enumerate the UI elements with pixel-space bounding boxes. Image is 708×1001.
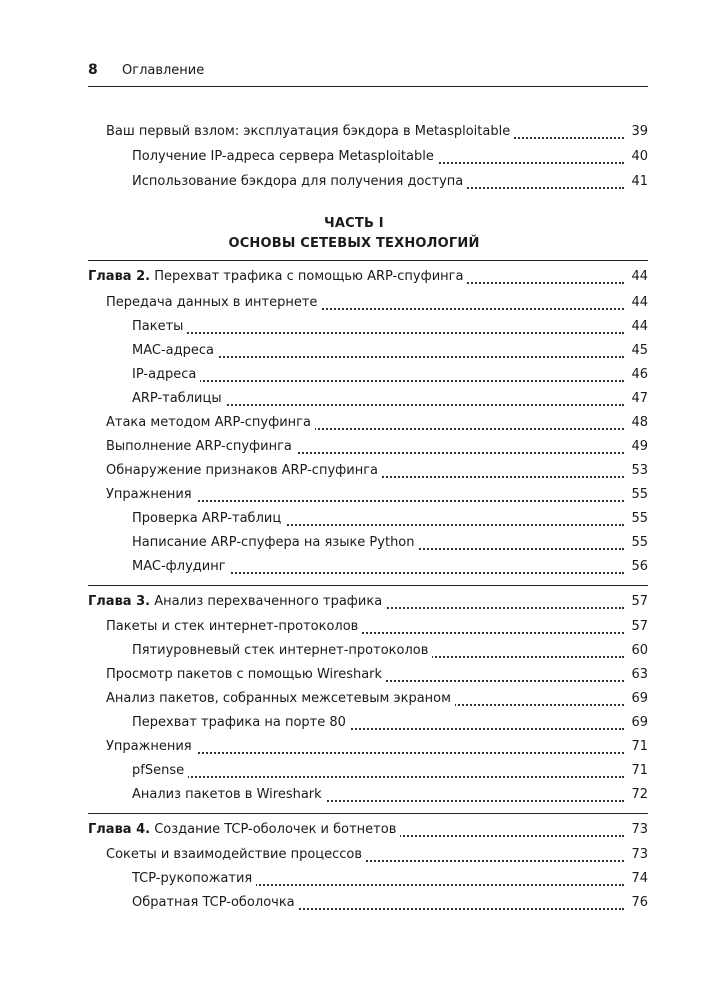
toc-entry-title: Перехват трафика с помощью ARP-спуфинга [154, 269, 464, 284]
toc-entry-title: Обратная TCP-оболочка [132, 895, 299, 910]
toc-entry-title: Перехват трафика на порте 80 [132, 715, 350, 730]
toc-entry-page: 41 [627, 174, 648, 189]
toc-entry-page: 73 [627, 847, 648, 862]
toc-entry-title: Анализ пакетов, собранных межсетевым экраном [106, 691, 455, 706]
toc-entry-title: Анализ перехваченного трафика [154, 594, 383, 609]
toc-entry-page: 56 [627, 559, 648, 574]
toc-entry[interactable] [106, 619, 648, 637]
toc-entry[interactable] [132, 511, 648, 529]
toc-entry[interactable] [132, 559, 648, 577]
toc-entry-page: 69 [627, 691, 648, 706]
chapter-number: Глава 2. [88, 269, 151, 284]
toc-entry-title: IP-адреса [132, 367, 200, 382]
toc-entry[interactable] [132, 535, 648, 553]
chapter-number: Глава 4. [88, 822, 151, 837]
toc-entry-page: 57 [627, 619, 648, 634]
toc-entry-title: Выполнение ARP-спуфинга [106, 439, 296, 454]
toc-entry-page: 69 [627, 715, 648, 730]
toc-entry-page: 63 [627, 667, 648, 682]
toc-entry-page: 55 [627, 511, 648, 526]
toc-entry-title: Атака методом ARP-спуфинга [106, 415, 315, 430]
toc-entry-title: MAC-флудинг [132, 559, 230, 574]
toc-entry-title: Проверка ARP-таблиц [132, 511, 285, 526]
chapter-number: Глава 3. [88, 594, 151, 609]
leader-dots [132, 380, 624, 382]
toc-entry-page: 74 [627, 871, 648, 886]
toc-entry[interactable] [106, 487, 648, 505]
leader-dots [132, 776, 624, 778]
toc-entry-page: 71 [627, 763, 648, 778]
toc-entry-page: 55 [627, 487, 648, 502]
toc-entry-page: 57 [627, 594, 648, 609]
toc-entry[interactable] [132, 343, 648, 361]
toc-entry-page: 47 [627, 391, 648, 406]
part-title: ОСНОВЫ СЕТЕВЫХ ТЕХНОЛОГИЙ [228, 236, 480, 251]
toc-entry-page: 55 [627, 535, 648, 550]
toc-entry-title: Передача данных в интернете [106, 295, 321, 310]
toc-entry-page: 46 [627, 367, 648, 382]
toc-entry-title: TCP-рукопожатия [132, 871, 256, 886]
section-divider [88, 813, 648, 814]
toc-entry[interactable] [132, 319, 648, 337]
leader-dots [132, 332, 624, 334]
toc-entry-title: Пакеты и стек интернет-протоколов [106, 619, 362, 634]
toc-entry-title: Ваш первый взлом: эксплуатация бэкдора в Metasploitable [106, 124, 514, 139]
toc-entry[interactable] [106, 463, 648, 481]
toc-entry-page: 48 [627, 415, 648, 430]
toc-entry[interactable] [132, 174, 648, 192]
toc-entry-title: Анализ пакетов в Wireshark [132, 787, 326, 802]
page-header [88, 62, 648, 86]
toc-entry[interactable] [132, 763, 648, 781]
toc-entry-page: 73 [627, 822, 648, 837]
toc-entry-title: Написание ARP-спуфера на языке Python [132, 535, 419, 550]
toc-entry-title: Упражнения [106, 487, 196, 502]
toc-entry-page: 45 [627, 343, 648, 358]
toc-entry[interactable] [132, 391, 648, 409]
toc-entry-title: Получение IP-адреса сервера Metasploitable [132, 149, 438, 164]
toc-entry[interactable] [132, 787, 648, 805]
header-rule [88, 86, 648, 87]
part-number: ЧАСТЬ I [324, 216, 384, 231]
toc-entry-page: 44 [627, 269, 648, 284]
toc-chapter-entry[interactable] [88, 269, 648, 287]
toc-entry-title: ARP-таблицы [132, 391, 226, 406]
toc-entry-title: Создание TCP-оболочек и ботнетов [154, 822, 397, 837]
toc-entry[interactable] [132, 871, 648, 889]
toc-entry-title: Сокеты и взаимодействие процессов [106, 847, 366, 862]
toc-entry[interactable] [132, 715, 648, 733]
toc-entry[interactable] [106, 124, 648, 142]
running-title: Оглавление [122, 63, 205, 78]
toc-entry[interactable] [132, 643, 648, 661]
toc-entry-title: Упражнения [106, 739, 196, 754]
toc-entry-title: Пакеты [132, 319, 187, 334]
toc-entry[interactable] [132, 149, 648, 167]
toc-entry-page: 60 [627, 643, 648, 658]
toc-entry-title: Пятиуровневый стек интернет-протоколов [132, 643, 432, 658]
toc-chapter-entry[interactable] [88, 822, 648, 840]
section-divider [88, 585, 648, 586]
toc-entry[interactable] [106, 667, 648, 685]
toc-entry-page: 72 [627, 787, 648, 802]
toc-entry[interactable] [106, 415, 648, 433]
toc-entry-title: Использование бэкдора для получения доступа [132, 174, 467, 189]
toc-entry-title: MAC-адреса [132, 343, 218, 358]
toc-entry-page: 71 [627, 739, 648, 754]
toc-entry[interactable] [132, 367, 648, 385]
section-divider [88, 260, 648, 261]
toc-entry-title: pfSense [132, 763, 188, 778]
toc-entry-page: 44 [627, 295, 648, 310]
page-number: 8 [88, 62, 98, 78]
toc-entry-page: 40 [627, 149, 648, 164]
toc-entry[interactable] [106, 739, 648, 757]
toc-entry-page: 53 [627, 463, 648, 478]
toc-entry[interactable] [106, 691, 648, 709]
toc-chapter-entry[interactable] [88, 594, 648, 612]
toc-entry-page: 49 [627, 439, 648, 454]
toc-entry-title: Обнаружение признаков ARP-спуфинга [106, 463, 382, 478]
toc-entry[interactable] [106, 847, 648, 865]
toc-entry-page: 39 [627, 124, 648, 139]
toc-entry[interactable] [106, 295, 648, 313]
toc-entry-page: 44 [627, 319, 648, 334]
toc-entry[interactable] [132, 895, 648, 913]
toc-entry[interactable] [106, 439, 648, 457]
toc-entry-title: Просмотр пакетов с помощью Wireshark [106, 667, 386, 682]
toc-entry-page: 76 [627, 895, 648, 910]
